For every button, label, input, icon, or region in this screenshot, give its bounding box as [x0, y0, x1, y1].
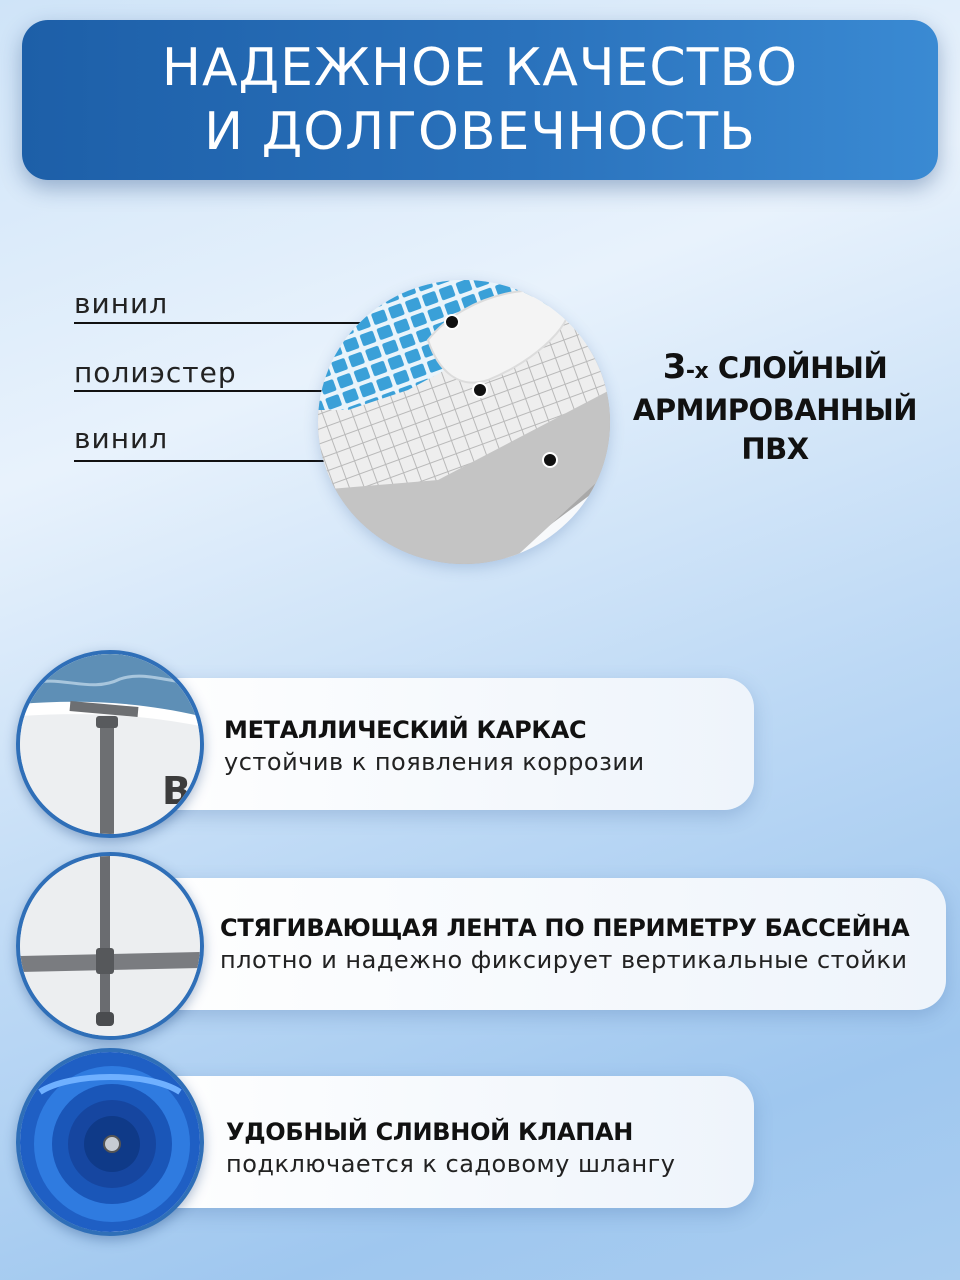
pvc-line3: ПВХ [741, 432, 809, 466]
feature-card-valve [120, 1076, 754, 1208]
frame-photo-drawing [20, 654, 200, 834]
frame-photo [16, 650, 204, 838]
layer-dot-polyester [472, 382, 488, 398]
feature-subtitle-strap: плотно и надежно фиксирует вертикальные стойки [220, 946, 908, 974]
pvc-line2: АРМИРОВАННЫЙ [632, 393, 918, 427]
valve-photo-drawing [20, 1052, 200, 1232]
layer-dot-vinyl-top [444, 314, 460, 330]
feature-card-frame [120, 678, 754, 810]
valve-photo [16, 1048, 204, 1236]
feature-card-strap [120, 878, 946, 1010]
header-title-line2: И ДОЛГОВЕЧНОСТЬ [204, 102, 756, 162]
pvc-layer-count: 3 [662, 347, 686, 387]
header-banner [22, 20, 938, 180]
pvc-layer-suffix: -х [685, 359, 709, 384]
pvc-layers-drawing [318, 280, 610, 564]
strap-photo [16, 852, 204, 1040]
pvc-layers-illustration [318, 280, 610, 564]
svg-text:B: B [162, 769, 191, 813]
header-title-line1: НАДЕЖНОЕ КАЧЕСТВО [161, 38, 799, 98]
layer-label-vinyl-top: винил [74, 287, 169, 320]
pvc-description [620, 348, 930, 469]
feature-title-valve: УДОБНЫЙ СЛИВНОЙ КЛАПАН [226, 1118, 634, 1146]
feature-title-strap: СТЯГИВАЮЩАЯ ЛЕНТА ПО ПЕРИМЕТРУ БАССЕЙНА [220, 914, 910, 942]
layer-label-polyester: полиэстер [74, 356, 237, 389]
layer-dot-vinyl-bottom [542, 452, 558, 468]
feature-subtitle-frame: устойчив к появления коррозии [224, 748, 645, 776]
pvc-line1: СЛОЙНЫЙ [717, 351, 888, 385]
layer-label-vinyl-bottom: винил [74, 422, 169, 455]
feature-subtitle-valve: подключается к садовому шлангу [226, 1150, 676, 1178]
strap-photo-drawing [20, 856, 200, 1036]
feature-title-frame: МЕТАЛЛИЧЕСКИЙ КАРКАС [224, 716, 587, 744]
